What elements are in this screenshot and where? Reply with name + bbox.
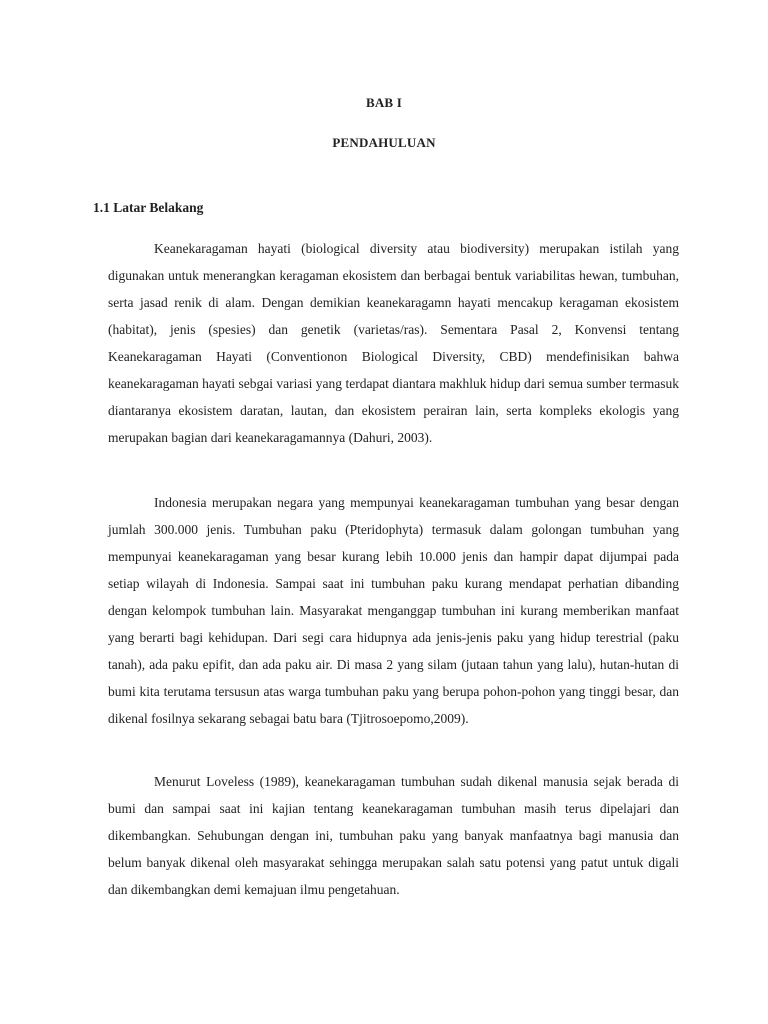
paragraph-1: Keanekaragaman hayati (biological diversity atau biodiversity) merupakan istilah yang digunakan untuk menerangkan keragaman ekosistem dan berbagai bentuk variabilitas hewan, tumbuhan, serta jasad renik di alam. Dengan demikian keanekaragamn hayati mencakup keragaman ekosistem (habitat), jenis (spesies) dan genetik (varietas/ras). Sementara Pasal 2, Konvensi tentang Keanekaragaman Hayati (Conventionon Biological Diversity, CBD) mendefinisikan bahwa keanekaragaman hayati sebgai variasi yang terdapat diantara makhluk hidup dari semua sumber termasuk diantaranya ekosistem daratan, lautan, dan ekosistem perairan lain, serta kompleks ekologis yang merupakan bagian dari keanekaragamannya (Dahuri, 2003). [108, 241, 679, 445]
section-heading: 1.1 Latar Belakang [93, 200, 204, 215]
chapter-number: BAB I [365, 95, 403, 110]
chapter-title: PENDAHULUAN [332, 135, 436, 150]
paragraph-3: Menurut Loveless (1989), keanekaragaman tumbuhan sudah dikenal manusia sejak berada di bumi dan sampai saat ini kajian tentang keanekaragaman tumbuhan masih terus dipelajari dan dikembangkan. Sehubungan dengan ini, tumbuhan paku yang banyak manfaatnya bagi manusia dan belum banyak dikenal oleh masyarakat sehingga merupakan salah satu potensi yang patut untuk digali dan dikembangkan demi kemajuan ilmu pengetahuan. [108, 774, 679, 897]
paragraph-2: Indonesia merupakan negara yang mempunyai keanekaragaman tumbuhan yang besar dengan jumlah 300.000 jenis. Tumbuhan paku (Pteridophyta) termasuk dalam golongan tumbuhan yang mempunyai keanekaragaman yang besar kurang lebih 10.000 jenis dan hampir dapat dijumpai pada setiap wilayah di Indonesia. Sampai saat ini tumbuhan paku kurang mendapat perhatian dibanding dengan kelompok tumbuhan lain. Masyarakat menganggap tumbuhan ini kurang memberikan manfaat yang berarti bagi kehidupan. Dari segi cara hidupnya ada jenis-jenis paku yang hidup terestrial (paku tanah), ada paku epifit, dan ada paku air. Di masa 2 yang silam (jutaan tahun yang lalu), hutan-hutan di bumi kita terutama tersusun atas warga tumbuhan paku yang berupa pohon-pohon yang tinggi besar, dan dikenal fosilnya sekarang sebagai batu bara (Tjitrosoepomo,2009). [108, 495, 679, 726]
